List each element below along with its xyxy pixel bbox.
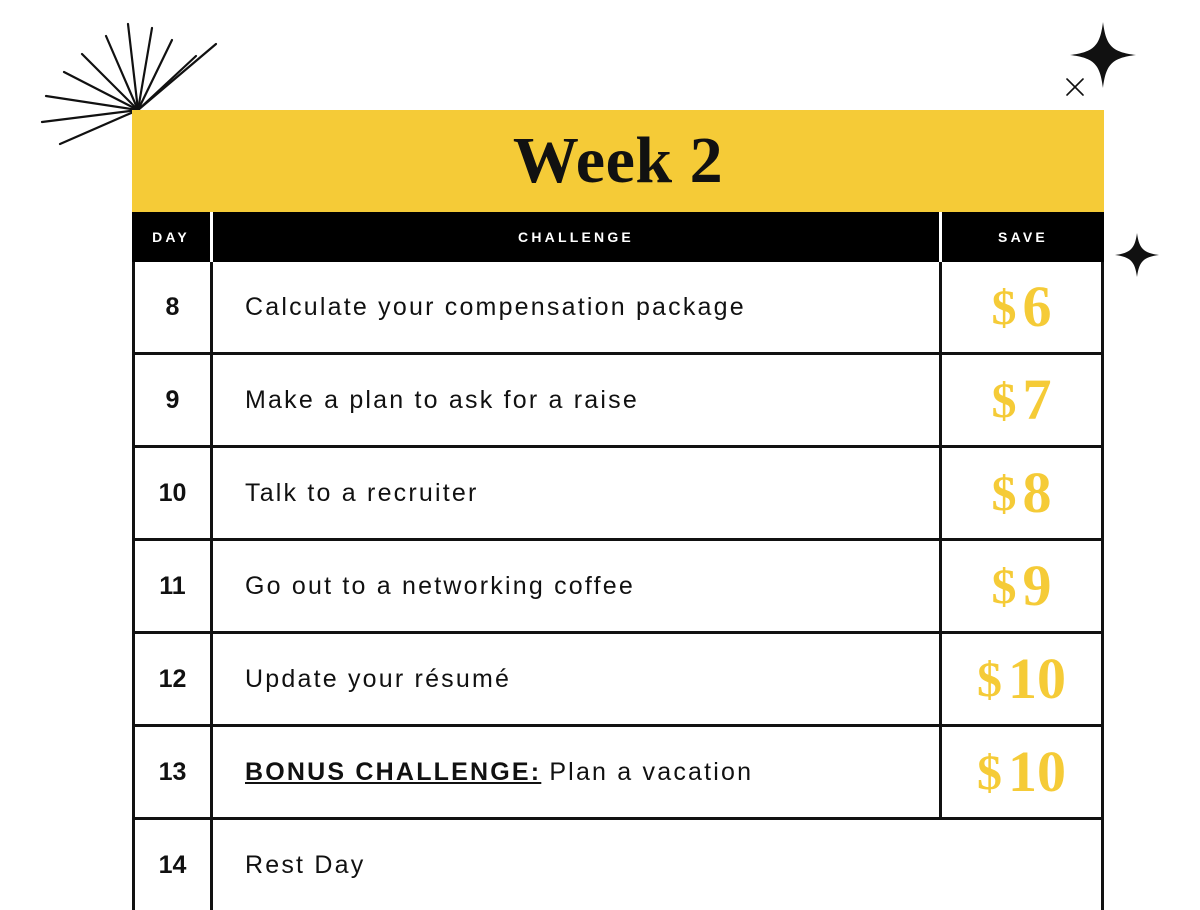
currency-symbol: $: [977, 744, 1002, 800]
cell-save: [939, 262, 1101, 352]
cell-challenge: [213, 448, 939, 538]
table-row: [135, 262, 1101, 355]
cell-day: 10: [135, 448, 213, 538]
cell-save: [939, 355, 1101, 445]
column-header-challenge: CHALLENGE: [518, 229, 634, 245]
table-row: [135, 355, 1101, 448]
currency-symbol: $: [991, 279, 1017, 335]
table-row: [135, 727, 1101, 820]
challenge-text: Talk to a recruiter: [245, 478, 479, 507]
cell-day: 11: [135, 541, 213, 631]
cell-challenge: [213, 541, 939, 631]
cell-challenge: [213, 727, 939, 817]
cell-day: 12: [135, 634, 213, 724]
table-header-row: [132, 212, 1104, 262]
bonus-label: BONUS CHALLENGE:: [245, 757, 542, 786]
save-amount: 6: [1022, 274, 1052, 339]
challenge-text: Plan a vacation: [549, 757, 754, 786]
table-row: [135, 820, 1101, 910]
cell-save: [939, 541, 1101, 631]
cell-challenge: [213, 355, 939, 445]
challenge-text: Calculate your compensation package: [245, 292, 746, 321]
challenge-text: Go out to a networking coffee: [245, 571, 635, 600]
table-row: [135, 634, 1101, 727]
cell-day: 14: [135, 820, 213, 910]
challenge-text: Update your résumé: [245, 664, 512, 693]
currency-symbol: $: [991, 465, 1017, 521]
save-amount: 8: [1022, 460, 1052, 525]
save-amount: 7: [1022, 367, 1052, 432]
currency-symbol: $: [991, 558, 1017, 614]
cell-challenge: [213, 634, 939, 724]
cell-save: [939, 634, 1101, 724]
column-header-day: DAY: [132, 212, 213, 262]
table-row: [135, 448, 1101, 541]
cell-save: [939, 448, 1101, 538]
currency-symbol: $: [991, 372, 1017, 428]
challenge-text: Rest Day: [245, 850, 366, 879]
challenge-table: [132, 110, 1104, 910]
page-title: Week 2: [512, 124, 724, 197]
cell-save: [942, 820, 1101, 910]
save-amount: 9: [1022, 553, 1052, 618]
week-title-bar: [132, 110, 1104, 212]
save-amount: 10: [1008, 646, 1066, 711]
cell-challenge: [213, 262, 939, 352]
cell-day: 8: [135, 262, 213, 352]
cell-day: 9: [135, 355, 213, 445]
currency-symbol: $: [977, 651, 1002, 707]
x-mark-doodle: [1062, 74, 1088, 100]
cell-day: 13: [135, 727, 213, 817]
table-body: [132, 262, 1104, 910]
sparkle-star-large: [1068, 20, 1138, 90]
cell-challenge: [213, 820, 942, 910]
challenge-text: Make a plan to ask for a raise: [245, 385, 639, 414]
column-header-save: SAVE: [939, 212, 1104, 262]
table-row: [135, 541, 1101, 634]
cell-save: [939, 727, 1101, 817]
save-amount: 10: [1008, 739, 1066, 804]
sparkle-star-small: [1114, 232, 1160, 278]
